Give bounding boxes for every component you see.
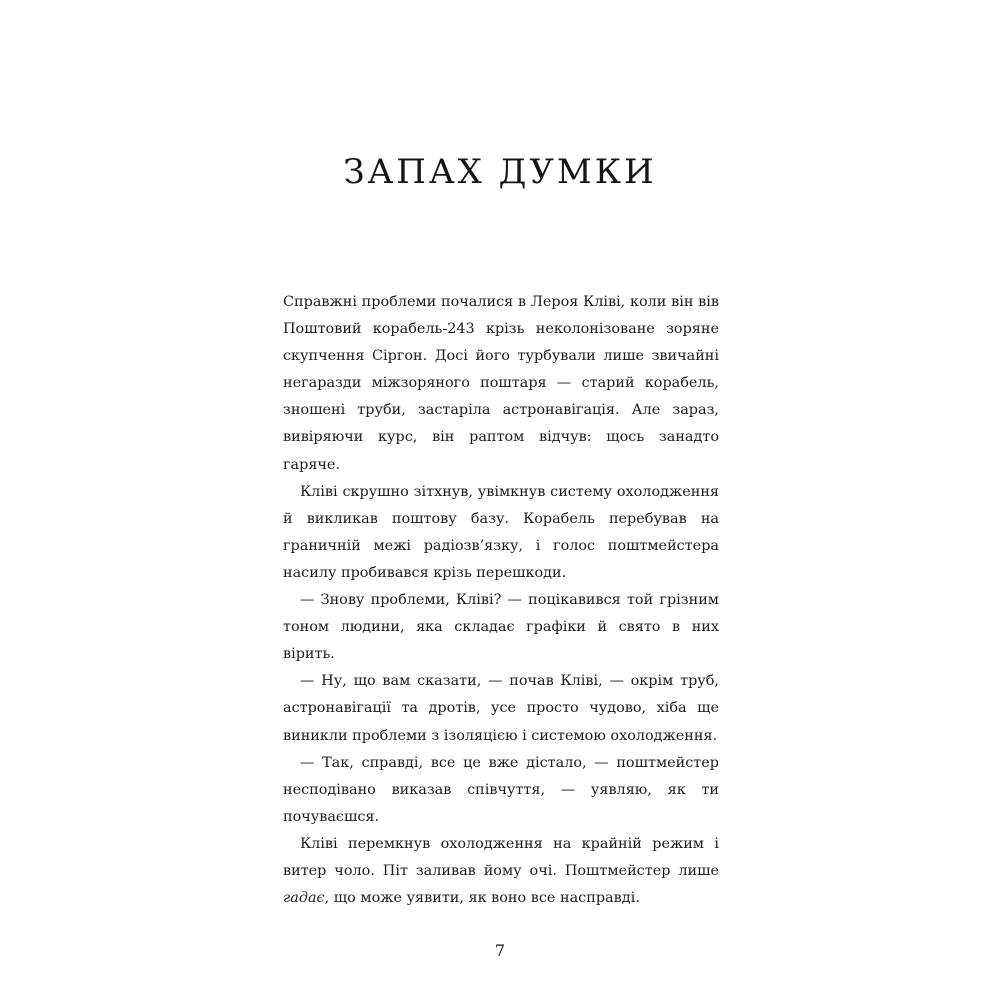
paragraph-6-end: , що може уявити, як воно все насправді. [324, 890, 640, 907]
paragraph-2: Кліві скрушно зітхнув, увімкнув систему охолодження й викликав поштову базу. Корабель перебував на граничній межі радіозв’язку, і голос поштмейстера насилу пробивався крізь перешкоди. [283, 483, 719, 581]
paragraph-5: — Так, справді, все це вже дістало, — поштмейстер несподівано виказав співчуття, — уявляю, як ти почуваєшся. [283, 754, 719, 825]
page-number: 7 [494, 941, 506, 960]
chapter-title: ЗАПАХ ДУМКИ [343, 152, 657, 192]
paragraph-3: — Знову проблеми, Кліві? — поцікавився той грізним тоном людини, яка складає графіки й свято в них вірить. [283, 592, 719, 663]
chapter-body [283, 289, 719, 912]
paragraph-1: Справжні проблеми почалися в Лероя Кліві, коли він вів Поштовий корабель-243 крізь неколонізоване зоряне скупчення Сіргон. Досі його турбували лише звичайні негаразди міжзоряного поштаря — старий корабель, зношені труби, застаріла астронавігація. Але зараз, вивіряючи курс, він раптом відчув: щось занадто гаряче. [283, 294, 719, 473]
paragraph-6-start: Кліві перемкнув охолодження на крайній режим і витер чоло. Піт заливав йому очі. Поштмейстер лише [283, 835, 719, 879]
paragraph-6 [283, 831, 719, 912]
paragraph-4: — Ну, що вам сказати, — почав Кліві, — окрім труб, астронавігації та дротів, усе просто чудово, хіба ще виникли проблеми з ізоляцією і системою охолодження. [283, 673, 719, 744]
emphasized-word: гадає [283, 890, 325, 907]
